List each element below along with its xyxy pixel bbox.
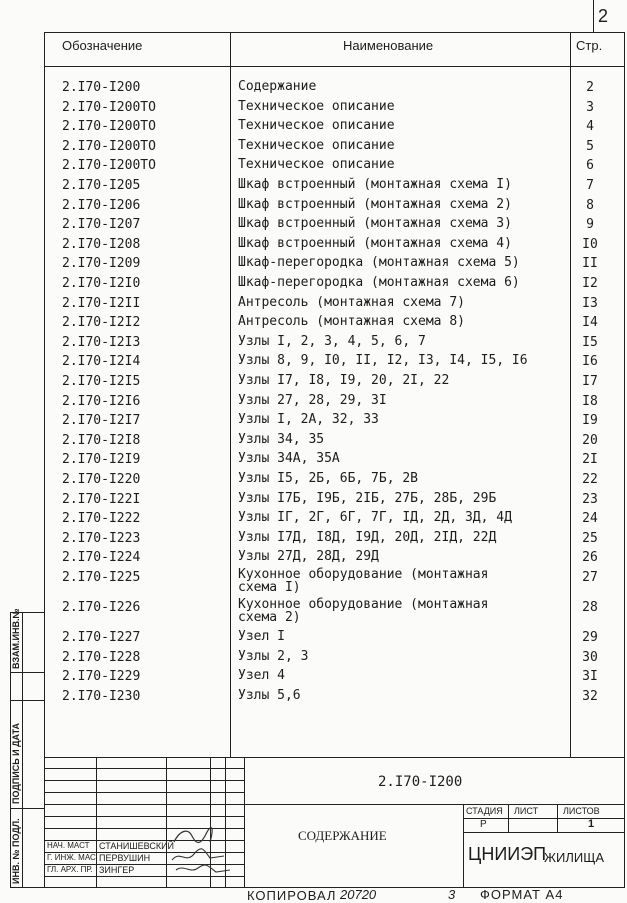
row-name-line: Узлы I, 2, 3, 4, 5, 6, 7 bbox=[238, 333, 426, 349]
row-name bbox=[238, 178, 512, 191]
row-name-line: Техническое описание bbox=[238, 98, 395, 114]
row-page: I4 bbox=[582, 315, 598, 331]
staff-name: ЗИНГЕР bbox=[99, 865, 135, 875]
row-name bbox=[238, 472, 418, 485]
row-page: 3 bbox=[586, 99, 594, 115]
list-label: ЛИСТ bbox=[514, 806, 539, 816]
table-row bbox=[44, 374, 624, 394]
row-name-line: Узлы 2, 3 bbox=[238, 648, 309, 664]
row-name bbox=[238, 650, 308, 663]
row-name bbox=[238, 531, 496, 544]
table-row bbox=[44, 276, 624, 296]
row-name bbox=[238, 139, 395, 152]
row-name-line: Шкаф-перегородка (монтажная схема 6) bbox=[238, 275, 520, 290]
listov-label: ЛИСТОВ bbox=[563, 806, 600, 816]
row-code: 2.I70-I200ТО bbox=[62, 99, 156, 115]
stadiya-label: СТАДИЯ bbox=[466, 806, 503, 816]
row-code: 2.I70-I206 bbox=[62, 197, 141, 213]
row-page: I0 bbox=[582, 236, 598, 252]
staff-role: НАЧ. МАСТ bbox=[47, 841, 90, 850]
row-name-line: Узлы IГ, 2Г, 6Г, 7Г, IД, 2Д, 3Д, 4Д bbox=[238, 510, 512, 526]
row-name bbox=[238, 276, 520, 289]
table-row bbox=[44, 256, 624, 276]
listov-value: 1 bbox=[588, 818, 595, 830]
row-code: 2.I70-I2I3 bbox=[62, 334, 141, 350]
staff-role: Г. ИНЖ. МАС bbox=[47, 853, 96, 862]
header-page: Стр. bbox=[576, 38, 603, 53]
row-name bbox=[238, 374, 449, 387]
row-name-line: Узлы 27, 28, 29, 3I bbox=[238, 392, 387, 408]
row-page: 5 bbox=[586, 138, 594, 154]
row-page: I8 bbox=[582, 393, 598, 409]
table-row bbox=[44, 354, 624, 374]
row-code: 2.I70-I224 bbox=[62, 550, 141, 566]
row-code: 2.I70-I230 bbox=[62, 688, 141, 704]
row-page: 28 bbox=[582, 600, 598, 615]
row-code: 2.I70-I220 bbox=[62, 472, 141, 487]
table-row bbox=[44, 394, 624, 414]
row-code: 2.I70-I223 bbox=[62, 530, 141, 546]
table-row bbox=[44, 433, 624, 453]
row-page: 2 bbox=[586, 80, 594, 95]
row-name bbox=[238, 217, 512, 230]
row-code: 2.I70-I225 bbox=[62, 570, 141, 585]
title-block-title: СОДЕРЖАНИЕ bbox=[298, 828, 387, 843]
table-row bbox=[44, 158, 624, 178]
row-name-line: Узлы 34А, 35А bbox=[238, 451, 340, 467]
row-code: 2.I70-I208 bbox=[62, 236, 141, 252]
row-page: 3I bbox=[582, 669, 598, 685]
footer-copy-num: 20720 bbox=[340, 887, 377, 902]
row-name-line: Узлы 27Д, 28Д, 29Д bbox=[238, 549, 379, 565]
row-page: 4 bbox=[586, 119, 594, 135]
row-name bbox=[238, 256, 520, 269]
table-row bbox=[44, 630, 624, 650]
row-name-line: Узлы I5, 2Б, 6Б, 7Б, 2В bbox=[238, 471, 419, 486]
row-page: 6 bbox=[586, 158, 594, 174]
row-name-line: Антресоль (монтажная схема 7) bbox=[238, 294, 465, 310]
row-code: 2.I70-I228 bbox=[62, 649, 141, 665]
row-name bbox=[238, 335, 426, 348]
table-row bbox=[44, 531, 624, 551]
table-row bbox=[44, 100, 624, 120]
row-name-line: Шкаф-перегородка (монтажная схема 5) bbox=[238, 255, 520, 271]
row-code: 2.I70-I222 bbox=[62, 511, 141, 527]
row-name bbox=[238, 492, 496, 505]
row-code: 2.I70-I2I6 bbox=[62, 393, 141, 409]
stadiya-value: Р bbox=[480, 819, 487, 830]
row-code: 2.I70-I2I5 bbox=[62, 374, 141, 389]
frame-right bbox=[624, 32, 625, 887]
row-name-line: Узел 4 bbox=[238, 668, 285, 684]
row-name bbox=[238, 315, 465, 328]
footer-format: ФОРМАТ А4 bbox=[480, 887, 564, 902]
row-page: 26 bbox=[582, 550, 598, 566]
row-name-line: Техническое описание bbox=[238, 118, 395, 134]
header-name: Наименование bbox=[343, 38, 434, 53]
row-code: 2.I70-I2I8 bbox=[62, 432, 141, 448]
row-name-line: Шкаф встроенный (монтажная схема 2) bbox=[238, 196, 512, 212]
staff-name: ПЕРВУШИН bbox=[99, 853, 151, 863]
row-name bbox=[238, 568, 488, 594]
row-name bbox=[238, 550, 379, 563]
table-row bbox=[44, 178, 624, 198]
row-name bbox=[238, 630, 285, 643]
row-page: I9 bbox=[582, 413, 598, 429]
row-page: 9 bbox=[586, 217, 594, 233]
row-code: 2.I70-I205 bbox=[62, 178, 141, 193]
title-block-doc-code: 2.I70-I200 bbox=[378, 774, 463, 790]
row-name-line: Узлы 34, 35 bbox=[238, 431, 325, 447]
footer-copy-sheet: 3 bbox=[448, 887, 456, 902]
row-name-line: Узлы I7, I8, I9, 20, 2I, 22 bbox=[238, 373, 450, 388]
row-code: 2.I70-I200ТО bbox=[62, 119, 156, 135]
row-page: I6 bbox=[582, 354, 598, 370]
table-row bbox=[44, 335, 624, 355]
table-row bbox=[44, 452, 624, 472]
row-code: 2.I70-I229 bbox=[62, 669, 141, 685]
row-name bbox=[238, 413, 379, 426]
side-label-podpis: ПОДПИСЬ И ДАТА bbox=[11, 722, 21, 804]
row-page: 7 bbox=[586, 178, 594, 193]
row-name-line: Узлы 5,6 bbox=[238, 687, 301, 703]
row-code: 2.I70-I200ТО bbox=[62, 138, 156, 154]
row-code: 2.I70-I2I9 bbox=[62, 452, 141, 468]
row-name-line: Кухонное оборудование (монтажная bbox=[238, 567, 489, 582]
row-page: II bbox=[582, 256, 598, 272]
page-number: 2 bbox=[598, 6, 609, 26]
table-row bbox=[44, 597, 624, 625]
signature-marks bbox=[166, 820, 246, 880]
row-page: 2I bbox=[582, 452, 598, 468]
row-name bbox=[238, 80, 316, 93]
row-name bbox=[238, 433, 324, 446]
side-label-vzam: ВЗАМ.ИНВ.№ bbox=[11, 608, 21, 669]
row-page: I3 bbox=[582, 295, 598, 311]
table-row bbox=[44, 296, 624, 316]
row-code: 2.I70-I200ТО bbox=[62, 158, 156, 174]
row-name-line: Узлы I, 2А, 32, 33 bbox=[238, 412, 379, 428]
table-row bbox=[44, 413, 624, 433]
row-name-line: Содержание bbox=[238, 79, 317, 94]
row-code: 2.I70-I2I7 bbox=[62, 413, 141, 429]
row-page: 32 bbox=[582, 688, 598, 704]
row-page: 23 bbox=[582, 491, 598, 507]
row-name bbox=[238, 119, 395, 132]
table-row bbox=[44, 217, 624, 237]
row-name bbox=[238, 100, 395, 113]
row-code: 2.I70-I200 bbox=[62, 80, 141, 95]
row-code: 2.I70-I226 bbox=[62, 600, 141, 615]
row-code: 2.I70-I209 bbox=[62, 256, 141, 272]
table-row bbox=[44, 139, 624, 159]
row-page: I7 bbox=[582, 374, 598, 389]
table-row bbox=[44, 237, 624, 257]
row-name-line: Шкаф встроенный (монтажная схема 3) bbox=[238, 216, 512, 232]
row-page: 22 bbox=[582, 472, 598, 487]
row-page: 27 bbox=[582, 570, 598, 585]
table-row bbox=[44, 119, 624, 139]
row-name bbox=[238, 158, 395, 171]
row-name bbox=[238, 689, 301, 702]
table-row bbox=[44, 567, 624, 595]
row-name bbox=[238, 296, 465, 309]
row-code: 2.I70-I22I bbox=[62, 491, 141, 507]
row-code: 2.I70-I2I2 bbox=[62, 315, 141, 331]
row-name-line: Кухонное оборудование (монтажная bbox=[238, 597, 489, 612]
row-name-line: Техническое описание bbox=[238, 157, 395, 173]
table-row bbox=[44, 315, 624, 335]
row-name bbox=[238, 598, 488, 624]
table-row bbox=[44, 650, 624, 670]
row-name-line: схема 2) bbox=[238, 610, 301, 625]
staff-name: СТАНИШЕВСКИЙ bbox=[99, 841, 175, 851]
row-name-line: Узлы I7Д, I8Д, I9Д, 20Д, 2IД, 22Д bbox=[238, 529, 497, 545]
row-page: I2 bbox=[582, 276, 598, 291]
table-row bbox=[44, 669, 624, 689]
table-row bbox=[44, 511, 624, 531]
row-page: 20 bbox=[582, 432, 598, 448]
row-name-line: Антресоль (монтажная схема 8) bbox=[238, 314, 465, 330]
row-name-line: Узлы I7Б, I9Б, 2IБ, 27Б, 28Б, 29Б bbox=[238, 490, 497, 506]
org-name: ЦНИИЭП bbox=[468, 844, 547, 864]
frame-top bbox=[44, 32, 624, 33]
row-page: 29 bbox=[582, 630, 598, 645]
side-label-inv: ИНВ. № ПОДЛ. bbox=[11, 818, 21, 884]
row-page: 25 bbox=[582, 530, 598, 546]
row-code: 2.I70-I2I4 bbox=[62, 354, 141, 370]
row-name bbox=[238, 354, 528, 367]
row-name-line: Шкаф встроенный (монтажная схема 4) bbox=[238, 235, 512, 251]
row-name-line: схема I) bbox=[238, 580, 301, 595]
row-name bbox=[238, 237, 512, 250]
row-code: 2.I70-I2I0 bbox=[62, 276, 141, 291]
row-name-line: Узел I bbox=[238, 629, 285, 644]
row-name-line: Шкаф встроенный (монтажная схема I) bbox=[238, 177, 512, 192]
row-name bbox=[238, 394, 387, 407]
row-name bbox=[238, 452, 340, 465]
row-page: 8 bbox=[586, 197, 594, 213]
row-name bbox=[238, 669, 285, 682]
staff-role: ГЛ. АРХ. ПР. bbox=[47, 865, 93, 874]
row-name-line: Техническое описание bbox=[238, 137, 395, 153]
row-name bbox=[238, 198, 512, 211]
row-page: 24 bbox=[582, 511, 598, 527]
table-row bbox=[44, 80, 624, 100]
row-name-line: Узлы 8, 9, I0, II, I2, I3, I4, I5, I6 bbox=[238, 353, 528, 369]
row-code: 2.I70-I227 bbox=[62, 630, 141, 645]
row-code: 2.I70-I207 bbox=[62, 217, 141, 233]
table-row bbox=[44, 198, 624, 218]
table-row bbox=[44, 472, 624, 492]
row-page: 30 bbox=[582, 649, 598, 665]
row-code: 2.I70-I2II bbox=[62, 295, 141, 311]
table-row bbox=[44, 492, 624, 512]
row-page: I5 bbox=[582, 334, 598, 350]
header-designation: Обозначение bbox=[62, 38, 143, 53]
row-name bbox=[238, 511, 512, 524]
org-name-2: ЖИЛИЩА bbox=[544, 850, 605, 865]
footer-copied: КОПИРОВАЛ bbox=[247, 888, 337, 903]
table-row bbox=[44, 689, 624, 709]
